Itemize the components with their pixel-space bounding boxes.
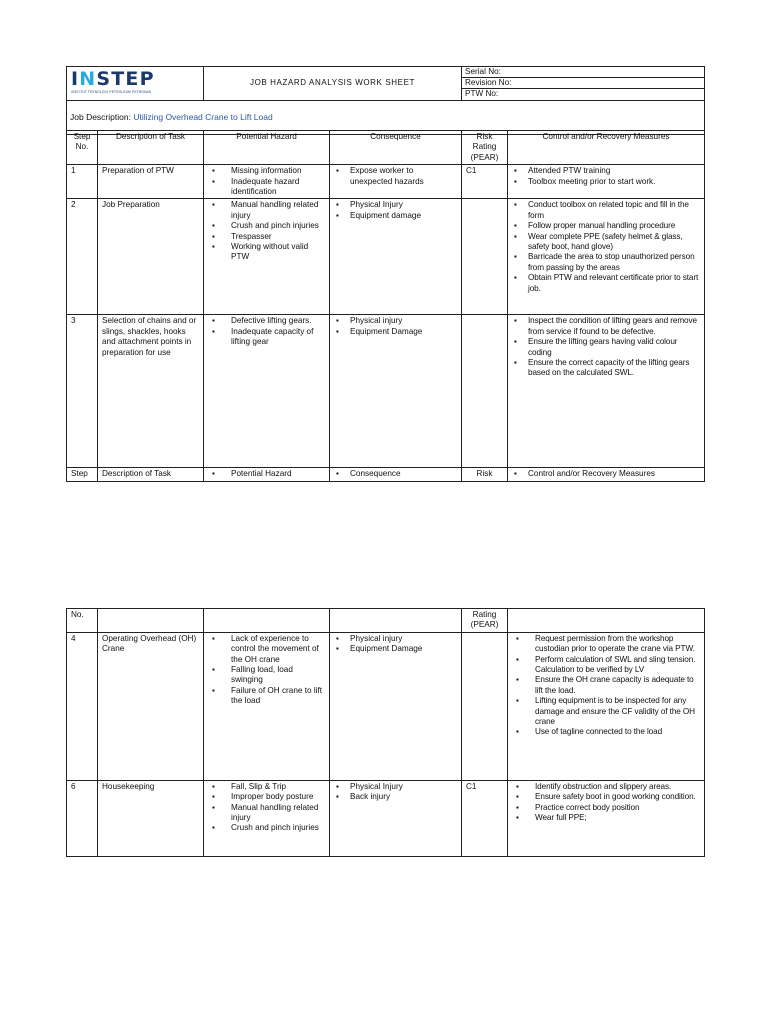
col-risk: Risk Rating (PEAR) (462, 131, 508, 165)
task-description: Preparation of PTW (98, 165, 204, 199)
hazard-list (208, 166, 325, 197)
list-item: ▪ Wear full PPE; (512, 813, 700, 823)
hazard-list (208, 200, 325, 262)
list-item: ▪ Equipment damage (334, 211, 457, 221)
hazard-table (66, 130, 705, 482)
hazard-list (208, 782, 325, 834)
table-row (67, 315, 705, 468)
list-item: ▪ Ensure the OH crane capacity is adequate to lift the load. (512, 675, 700, 696)
list-item: ▪ Failure of OH crane to lift the load (208, 686, 325, 707)
list-item: ▪ Wear complete PPE (safety helmet & glass, safety boot, hand glove) (512, 232, 700, 253)
list-item: ▪ Identify obstruction and slippery areas. (512, 782, 700, 792)
col-task: Description of Task (98, 131, 204, 165)
risk-rating: C1 (462, 780, 508, 856)
control-list (512, 200, 700, 294)
table-row (67, 199, 705, 315)
list-item: ▪ Trespasser (208, 232, 325, 242)
revision-no-label: Revision No: (462, 78, 704, 89)
list-item: ▪ Back injury (334, 792, 457, 802)
list-item: ▪ Physical Injury (334, 200, 457, 210)
table-row (67, 165, 705, 199)
list-item: ▪ Request permission from the workshop custodian prior to operate the crane via PTW. (512, 634, 700, 655)
control-list (512, 634, 700, 738)
consequence-list (334, 782, 457, 803)
continued-header-row (67, 609, 705, 633)
consequence-list (334, 634, 457, 655)
hazard-table-continued (66, 608, 705, 857)
list-item: ▪ Missing information (208, 166, 325, 176)
list-item: ▪ Working without valid PTW (208, 242, 325, 263)
task-description: Job Preparation (98, 199, 204, 315)
list-item: ▪ Perform calculation of SWL and sling tension. Calculation to be verified by LV (512, 655, 700, 676)
task-description: Selection of chains and or slings, shackles, hooks and attachment points in preparation for use (98, 315, 204, 468)
col-hazard: Potential Hazard (204, 131, 330, 165)
hazard-list (208, 316, 325, 347)
list-item: ▪ Obtain PTW and relevant certificate prior to start job. (512, 273, 700, 294)
list-item: ▪ Equipment Damage (334, 644, 457, 654)
header-table (66, 66, 705, 135)
list-item: ▪ Practice correct body position (512, 803, 700, 813)
table-row (67, 780, 705, 856)
step-number: 6 (67, 780, 98, 856)
job-description-value: Utilizing Overhead Crane to Lift Load (133, 112, 273, 123)
list-item: ▪ Physical injury (334, 634, 457, 644)
list-item: ▪ Inspect the condition of lifting gears and remove from service if found to be defective. (512, 316, 700, 337)
consequence-list (334, 200, 457, 221)
column-header-row (67, 131, 705, 165)
consequence-list (334, 166, 457, 187)
list-item: ▪ Use of tagline connected to the load (512, 727, 700, 737)
list-item: ▪ Equipment Damage (334, 327, 457, 337)
col-step: No. (67, 609, 98, 633)
task-description: Operating Overhead (OH) Crane (98, 632, 204, 780)
control-list (512, 316, 700, 378)
table-row (67, 632, 705, 780)
list-item: ▪ Inadequate capacity of lifting gear (208, 327, 325, 348)
risk-rating: C1 (462, 165, 508, 199)
list-item: ▪ Lack of experience to control the movement of the OH crane (208, 634, 325, 665)
ptw-no-label: PTW No: (465, 89, 499, 98)
logo-cell (67, 67, 204, 101)
col-risk: Risk (462, 468, 508, 481)
list-item: ▪ Manual handling related injury (208, 803, 325, 824)
col-control: Control and/or Recovery Measures (508, 131, 705, 165)
control-list (512, 166, 700, 187)
instep-logo: INSTEP INSTITUT TEKNOLOGI PETROLEUM PETRONAS (71, 67, 155, 94)
list-item: ▪ Defective lifting gears. (208, 316, 325, 326)
list-item: ▪ Physical injury (334, 316, 457, 326)
job-description-label: Job Description: (70, 112, 131, 123)
step-number: 2 (67, 199, 98, 315)
col-step: Step (67, 468, 98, 481)
risk-rating (462, 199, 508, 315)
list-item: ▪ Inadequate hazard identification (208, 177, 325, 198)
list-item: ▪ Crush and pinch injuries (208, 823, 325, 833)
list-item: ▪ Follow proper manual handling procedure (512, 221, 700, 231)
col-control: ▪ Control and/or Recovery Measures (512, 469, 700, 479)
step-number: 3 (67, 315, 98, 468)
list-item: ▪ Crush and pinch injuries (208, 221, 325, 231)
list-item: ▪ Ensure safety boot in good working condition. (512, 792, 700, 802)
step-number: 1 (67, 165, 98, 199)
list-item: ▪ Toolbox meeting prior to start work. (512, 177, 700, 187)
list-item: ▪ Ensure the lifting gears having valid colour coding (512, 337, 700, 358)
step-number: 4 (67, 632, 98, 780)
list-item: ▪ Attended PTW training (512, 166, 700, 176)
col-consequence: Consequence (330, 131, 462, 165)
worksheet-title: JOB HAZARD ANALYSIS WORK SHEET (204, 67, 462, 101)
reference-fields (462, 67, 705, 101)
col-consequence: ▪ Consequence (334, 469, 457, 479)
hazard-list (208, 634, 325, 707)
repeated-header-row (67, 468, 705, 481)
col-risk: Rating (PEAR) (462, 609, 508, 633)
list-item: ▪ Barricade the area to stop unauthorized person from passing by the areas (512, 252, 700, 273)
col-step: Step No. (67, 131, 98, 165)
task-description: Housekeeping (98, 780, 204, 856)
risk-rating (462, 315, 508, 468)
list-item: ▪ Fall, Slip & Trip (208, 782, 325, 792)
risk-rating (462, 632, 508, 780)
col-hazard: ▪ Potential Hazard (208, 469, 325, 479)
list-item: ▪ Conduct toolbox on related topic and fill in the form (512, 200, 700, 221)
serial-no-label: Serial No: (462, 67, 704, 78)
consequence-list (334, 316, 457, 337)
list-item: ▪ Ensure the correct capacity of the lifting gears based on the calculated SWL. (512, 358, 700, 379)
list-item: ▪ Falling load, load swinging (208, 665, 325, 686)
list-item: ▪ Physical Injury (334, 782, 457, 792)
list-item: ▪ Improper body posture (208, 792, 325, 802)
col-task: Description of Task (98, 468, 204, 481)
list-item: ▪ Manual handling related injury (208, 200, 325, 221)
control-list (512, 782, 700, 824)
list-item: ▪ Expose worker to unexpected hazards (334, 166, 457, 187)
list-item: ▪ Lifting equipment is to be inspected for any damage and ensure the CF validity of the OH crane (512, 696, 700, 727)
